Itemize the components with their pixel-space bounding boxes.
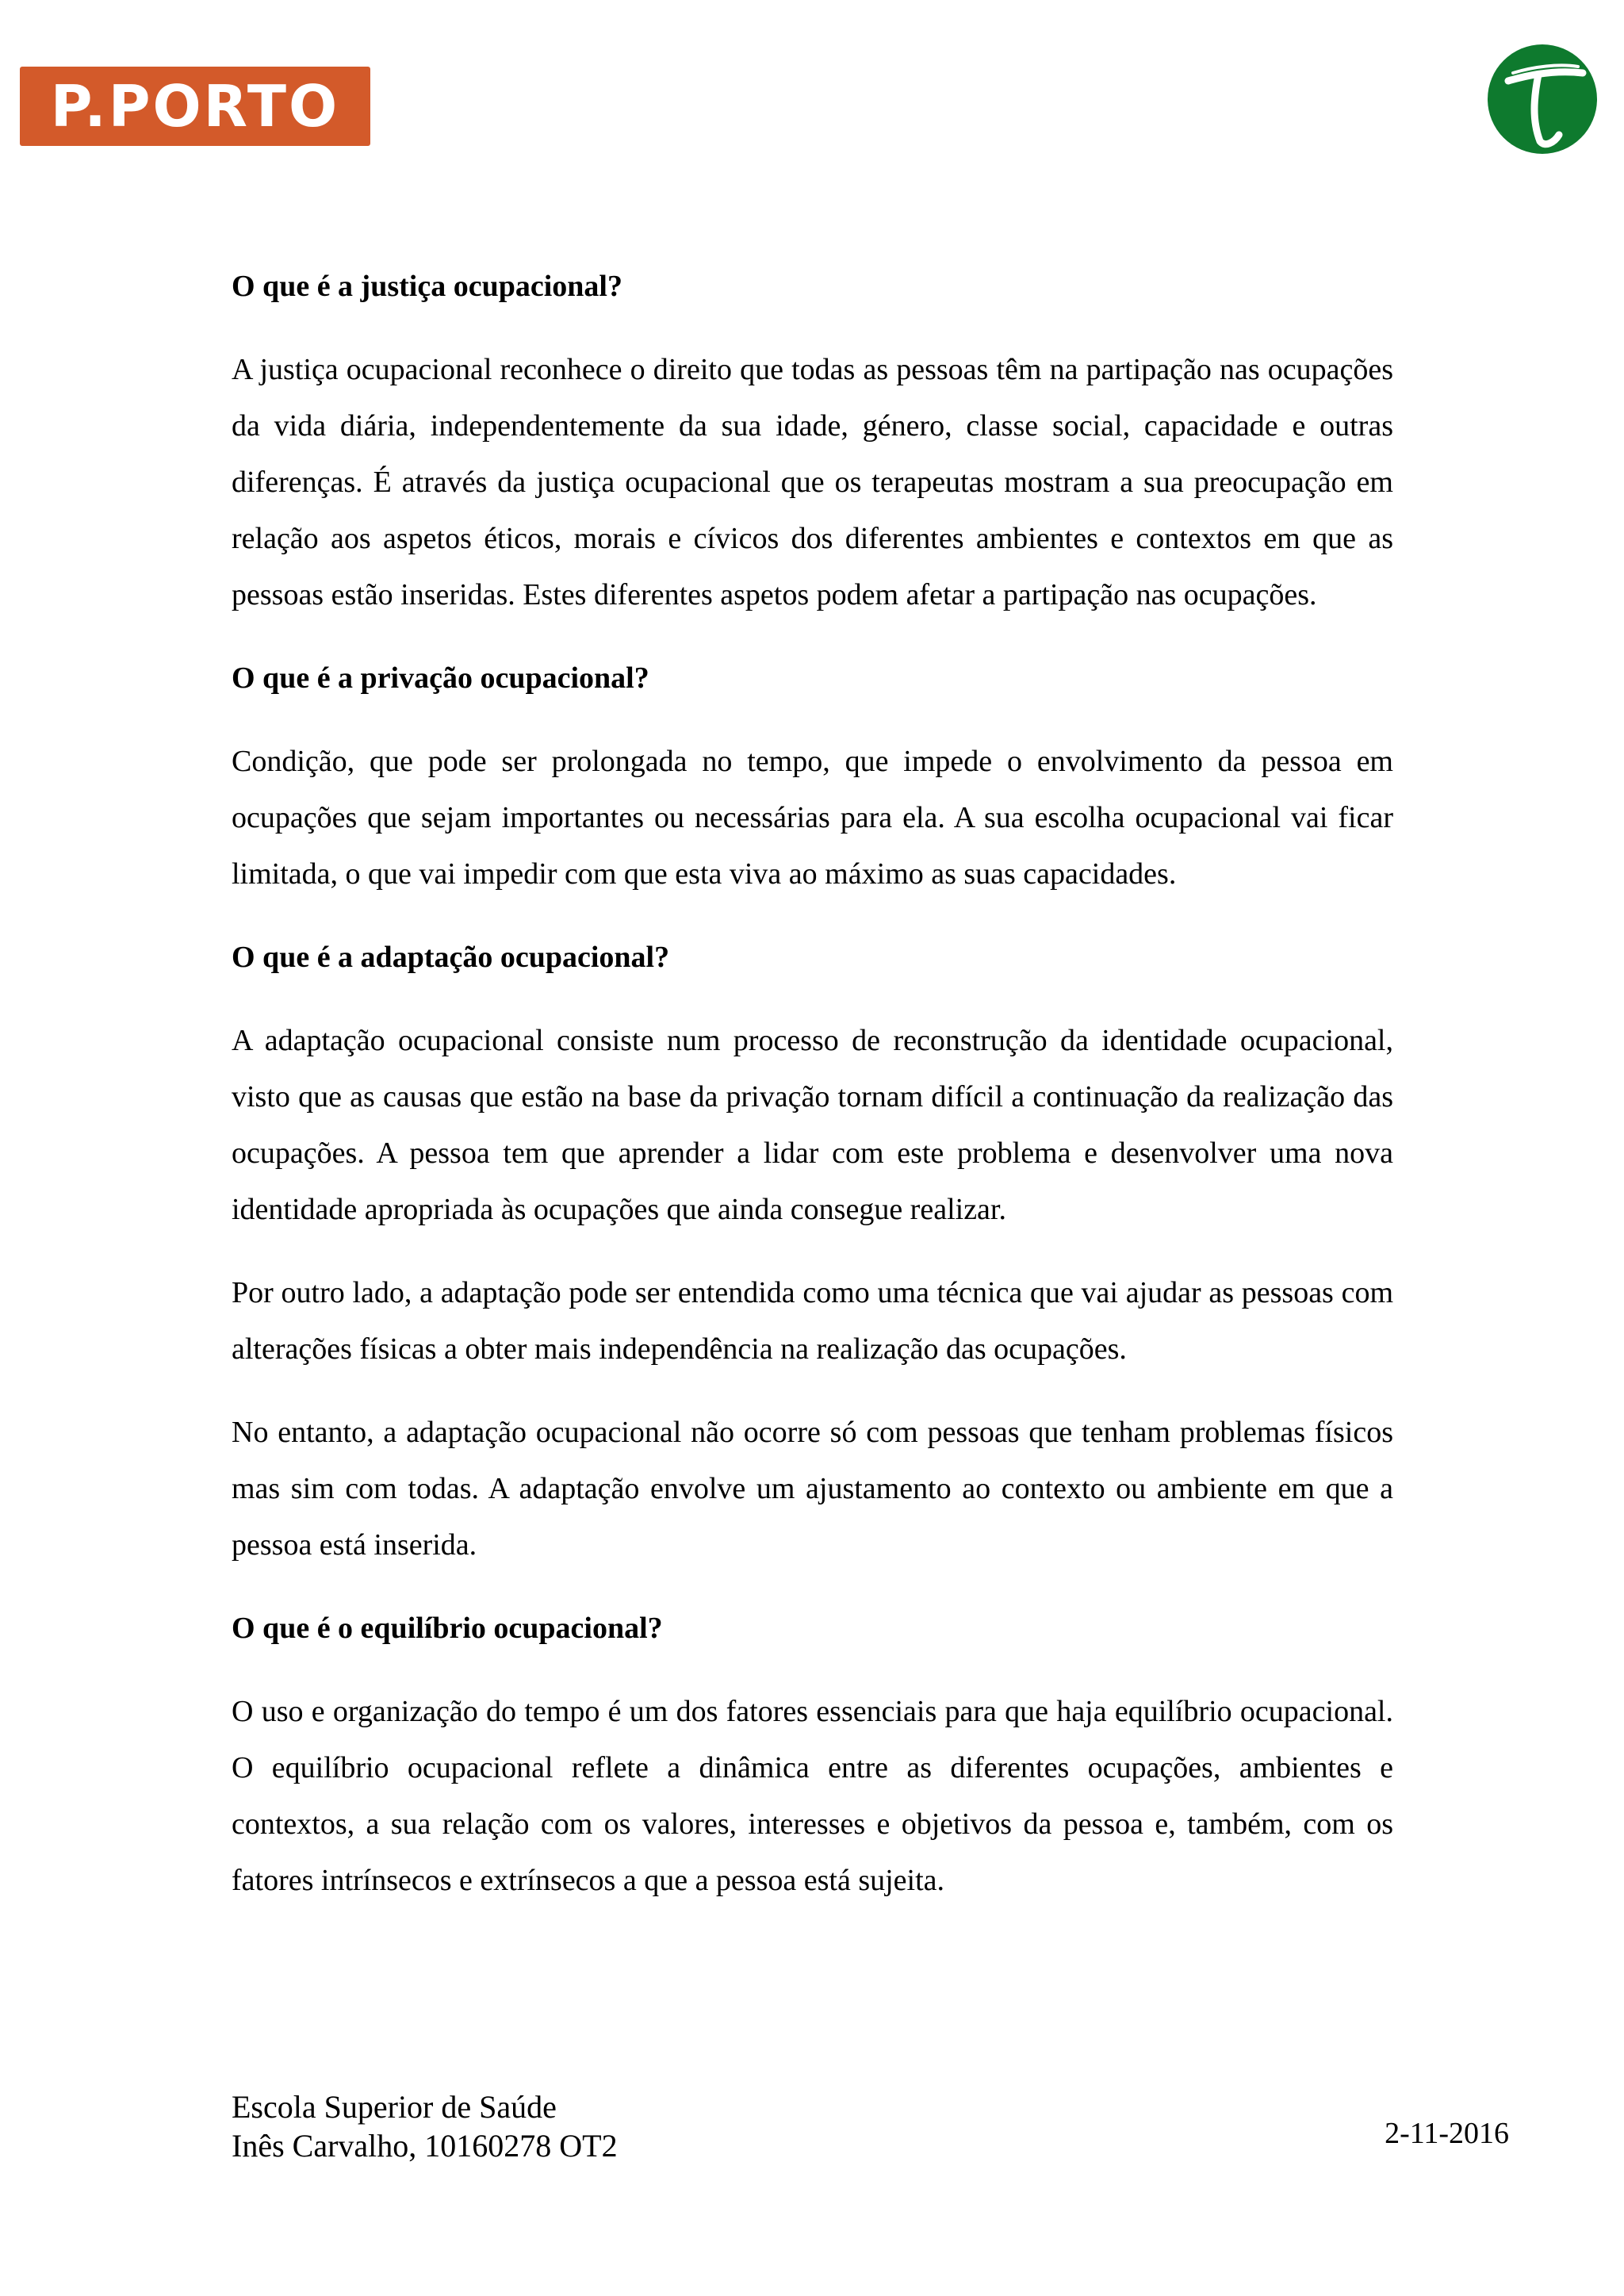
paragraph-adaptacao-1: A adaptação ocupacional consiste num processo de reconstrução da identidade ocupacional, visto que as causas que estão na base da privação tornam difícil a continuação da realização das ocupações. A pessoa tem que aprender a lidar com este problema e desenvolver uma nova identidade apropriada às ocupações que ainda consegue realizar. (232, 1024, 1393, 1226)
paragraph-adaptacao-2: Por outro lado, a adaptação pode ser entendida como uma técnica que vai ajudar as pessoas com alterações físicas a obter mais independência na realização das ocupações. (232, 1276, 1393, 1366)
paragraph-justica: A justiça ocupacional reconhece o direito que todas as pessoas têm na partipação nas ocupações da vida diária, independentemente da sua idade, género, classe social, capacidade e outras diferenças. É através da justiça ocupacional que os terapeutas mostram a sua preocupação em relação aos aspetos éticos, morais e cívicos dos diferentes ambientes e contextos em que as pessoas estão inseridas. Estes diferentes aspetos podem afetar a partipação nas ocupações. (232, 353, 1393, 611)
footer-date: 2-11-2016 (1385, 2117, 1509, 2150)
paragraph-privacao: Condição, que pode ser prolongada no tempo, que impede o envolvimento da pessoa em ocupações que sejam importantes ou necessárias para ela. A sua escolha ocupacional vai ficar limitada, o que vai impedir com que esta viva ao máximo as suas capacidades. (232, 745, 1393, 891)
section-heading-privacao: O que é a privação ocupacional? (232, 661, 649, 695)
p-porto-logo-text: P.PORTO (50, 73, 340, 140)
p-porto-logo (20, 67, 370, 146)
document-body (232, 259, 1393, 1936)
paragraph-adaptacao-3: No entanto, a adaptação ocupacional não ocorre só com pessoas que tenham problemas físicos mas sim com todas. A adaptação envolve um ajustamento ao contexto ou ambiente em que a pessoa está inserida. (232, 1416, 1393, 1562)
section-heading-equilibrio: O que é o equilíbrio ocupacional? (232, 1612, 663, 1645)
section-heading-justica: O que é a justiça ocupacional? (232, 270, 622, 303)
footer-left (232, 2087, 618, 2165)
escola-superior-saude-icon (1486, 43, 1599, 155)
section-heading-adaptacao: O que é a adaptação ocupacional? (232, 941, 670, 974)
footer-author: Inês Carvalho, 10160278 OT2 (232, 2128, 618, 2164)
footer-school: Escola Superior de Saúde (232, 2089, 557, 2125)
paragraph-equilibrio: O uso e organização do tempo é um dos fatores essenciais para que haja equilíbrio ocupacional. O equilíbrio ocupacional reflete a dinâmica entre as diferentes ocupações, ambientes e contextos, a sua relação com os valores, interesses e objetivos da pessoa e, também, com os fatores intrínsecos e extrínsecos a que a pessoa está sujeita. (232, 1695, 1393, 1897)
